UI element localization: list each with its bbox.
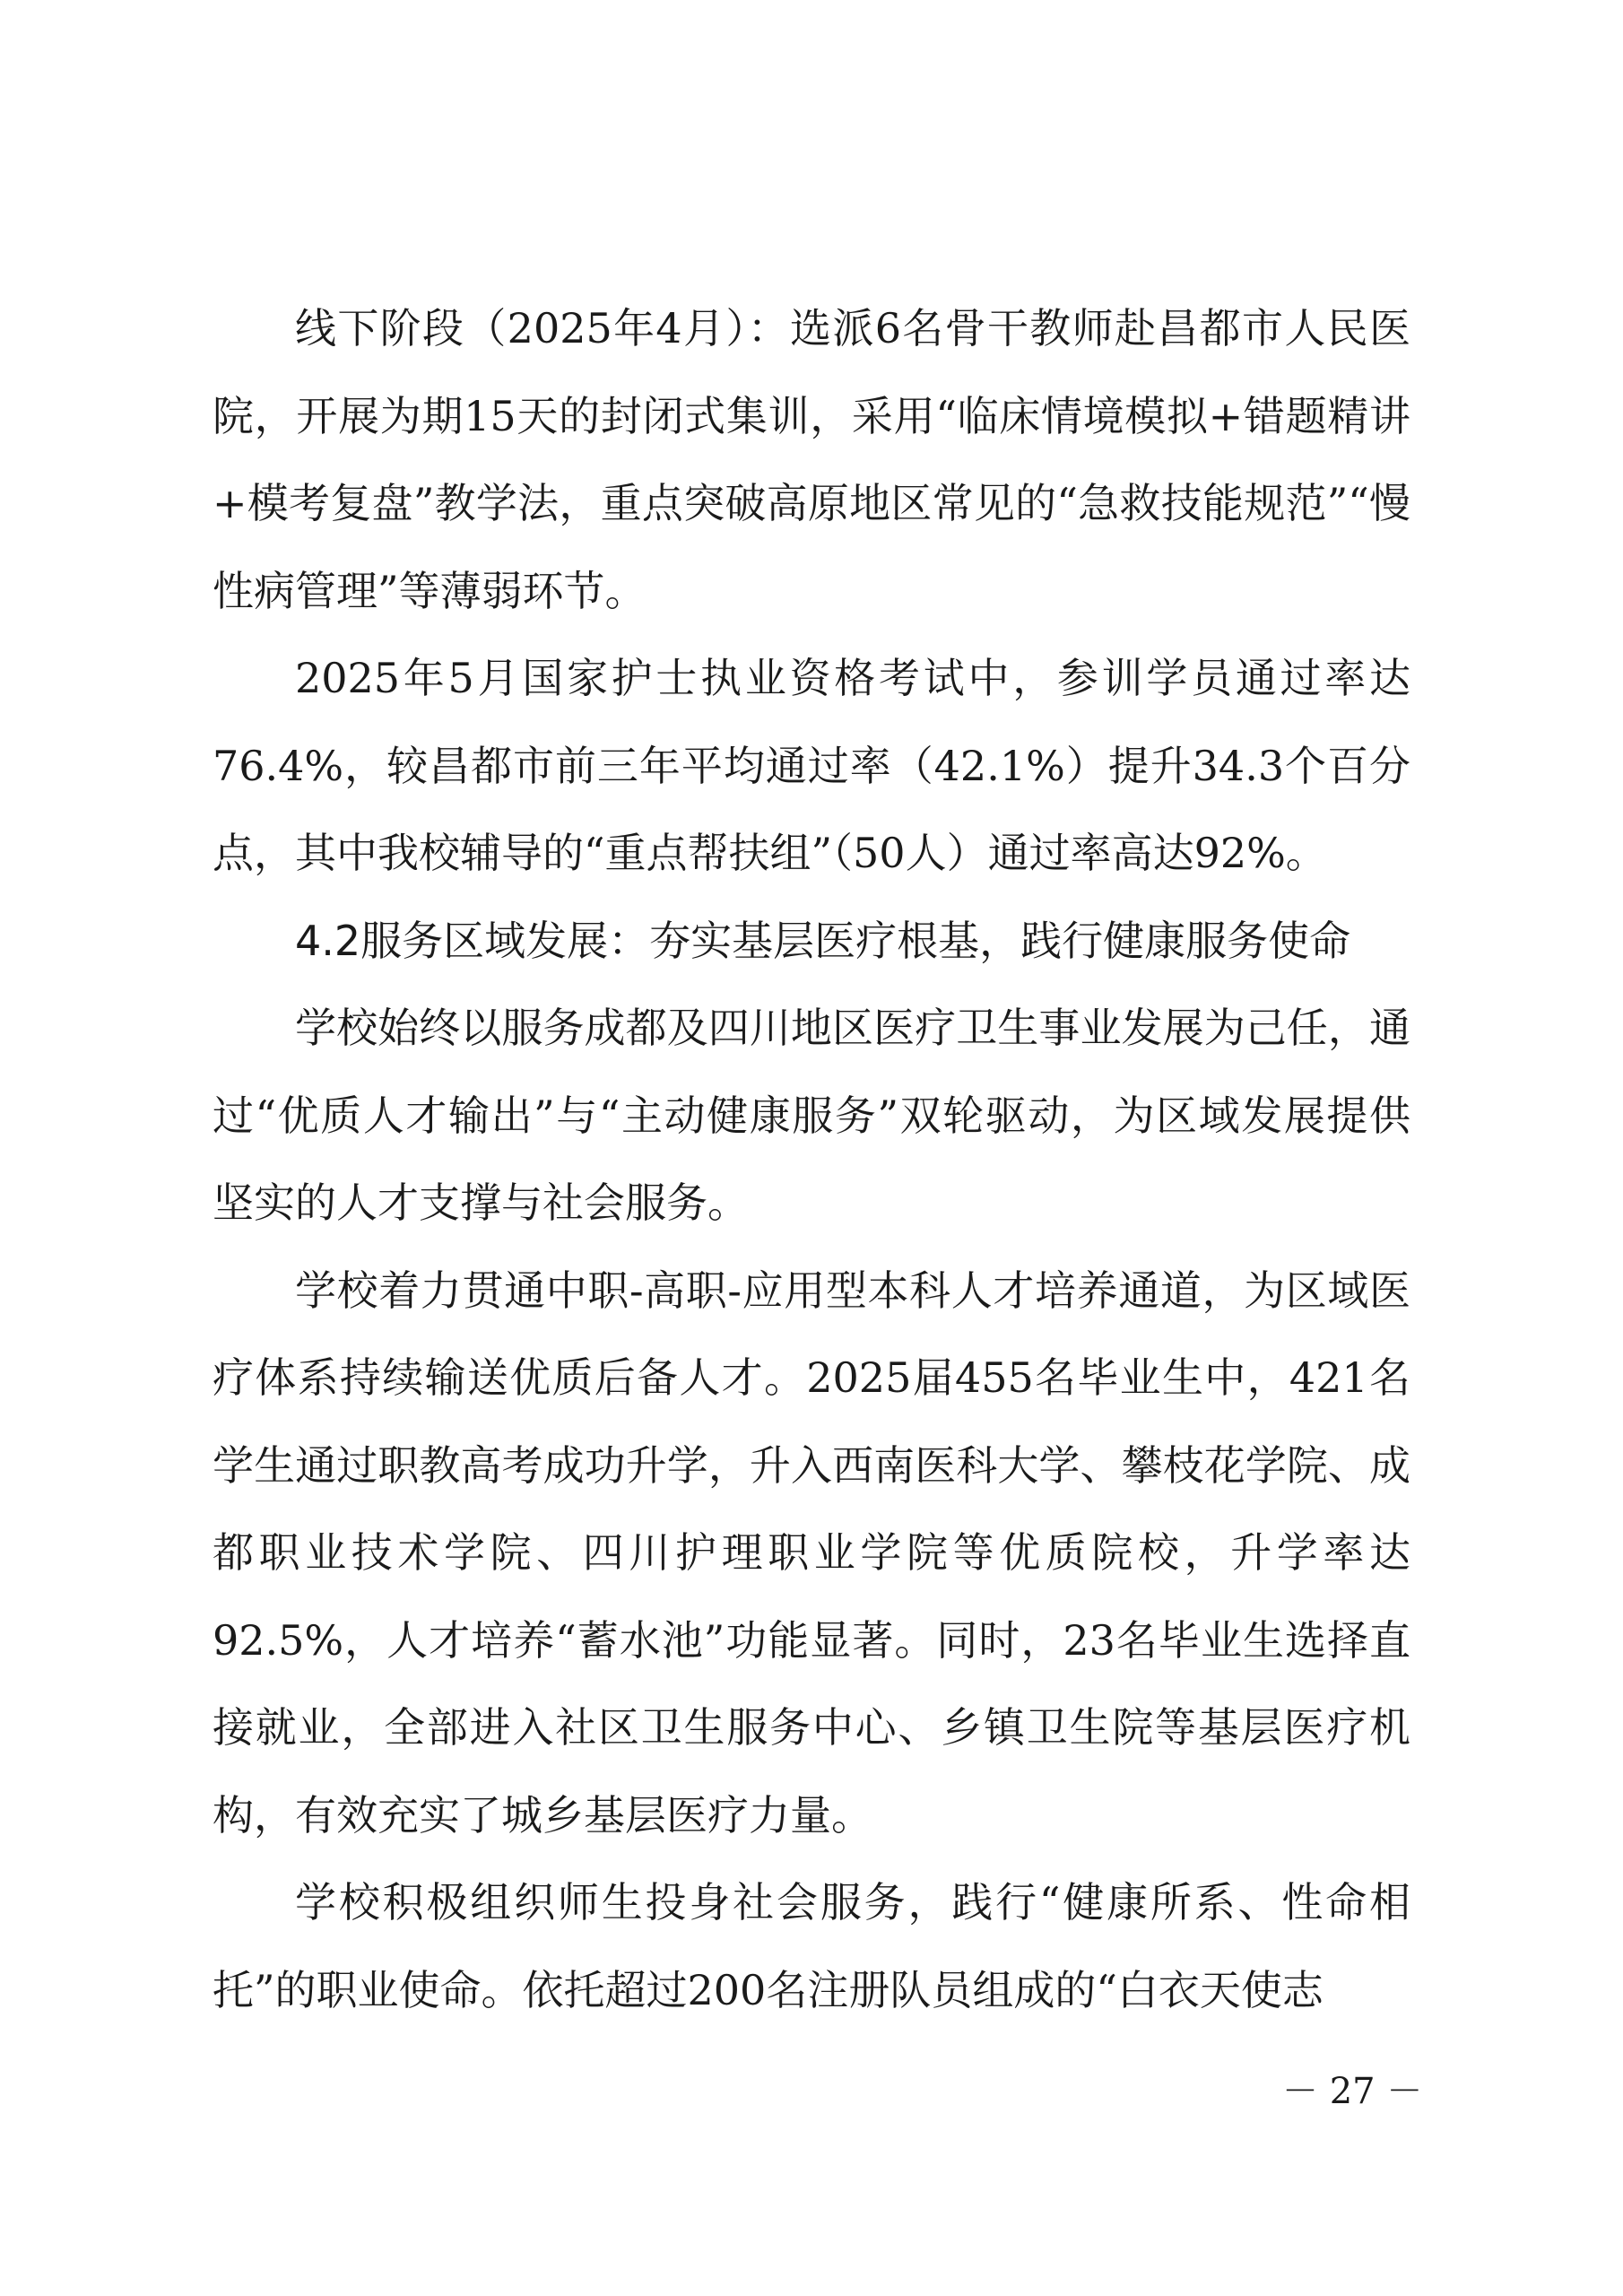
paragraph-social-service: 学校积极组织师生投身社会服务，践行“健康所系、性命相托”的职业使命。依托超过200名注册队员组成的“白衣天使志 bbox=[213, 1878, 1410, 2014]
paragraph-offline-stage: 线下阶段（2025年4月）：选派6名骨干教师赴昌都市人民医院，开展为期15天的封闭式集训，采用“临床情境模拟+错题精讲+模考复盘”教学法，重点突破高原地区常见的“急救技能规范”“慢性病管理”等薄弱环节。 bbox=[213, 304, 1410, 615]
paragraph-regional-service: 学校始终以服务成都及四川地区医疗卫生事业发展为己任，通过“优质人才输出”与“主动健康服务”双轮驱动，为区域发展提供坚实的人才支撑与社会服务。 bbox=[213, 1004, 1410, 1227]
section-heading-4-2: 4.2服务区域发展：夯实基层医疗根基，践行健康服务使命 bbox=[295, 916, 1351, 965]
document-body bbox=[213, 285, 1410, 2034]
page-number: － 27 － bbox=[1282, 2071, 1423, 2112]
paragraph-exam-results: 2025年5月国家护士执业资格考试中，参训学员通过率达76.4%，较昌都市前三年平均通过率（42.1%）提升34.3个百分点，其中我校辅导的“重点帮扶组”（50人）通过率高达92%。 bbox=[213, 654, 1410, 877]
paragraph-talent-pipeline: 学校着力贯通中职-高职-应用型本科人才培养通道，为区域医疗体系持续输送优质后备人才。2025届455名毕业生中，421名学生通过职教高考成功升学，升入西南医科大学、攀枝花学院、成都职业技术学院、四川护理职业学院等优质院校，升学率达92.5%，人才培养“蓄水池”功能显著。同时，23名毕业生选择直接就业，全部进入社区卫生服务中心、乡镇卫生院等基层医疗机构，有效充实了城乡基层医疗力量。 bbox=[213, 1265, 1410, 1839]
